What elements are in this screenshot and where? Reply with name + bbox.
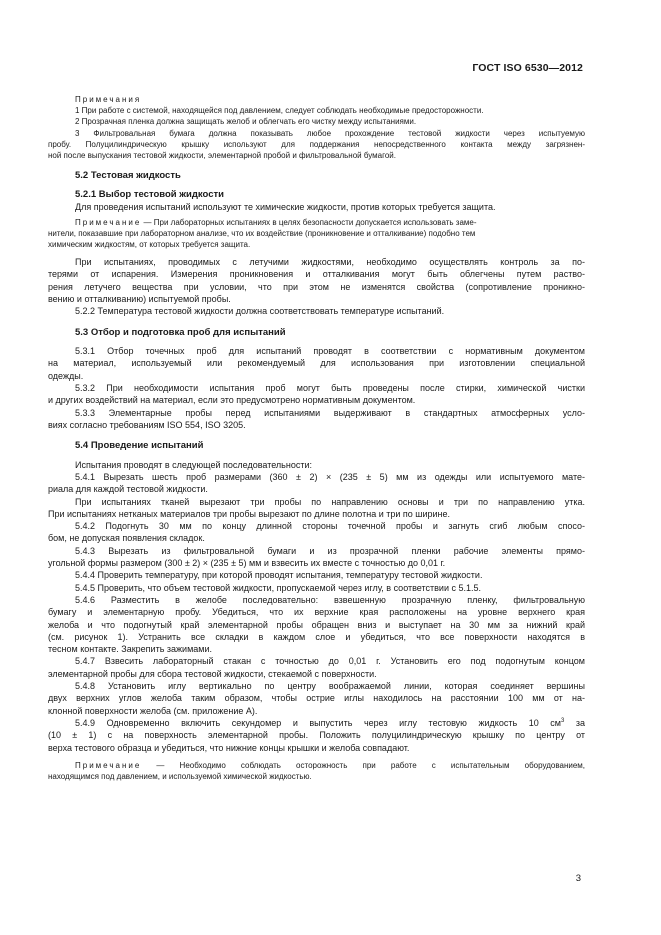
paragraph-line: (см. рисунок 1). Устранить все складки в каждом слое и убедиться, что все поверхности находятся в (48, 631, 585, 642)
section-heading: 5.3 Отбор и подготовка проб для испытаний (75, 326, 286, 338)
paragraph-line: 5.2.2 Температура тестовой жидкости должна соответствовать температуре испытаний. (75, 306, 445, 317)
note-line: нители, показавшие при лабораторном анализе, что их воздействие (проникновение и отталкивание) подобно тем (48, 228, 476, 238)
document-code: ГОСТ ISO 6530—2012 (472, 62, 583, 74)
section-heading: 5.4 Проведение испытаний (75, 440, 204, 452)
paragraph-line: 5.4.5 Проверить, что объем тестовой жидкости, пропускаемой через иглу, в соответствии с 5.1.5. (75, 582, 482, 593)
note-label: Примечание (75, 760, 142, 770)
paragraph-line: 5.4.4 Проверить температуру, при которой проводят испытания, температуру тестовой жидкости. (75, 570, 483, 581)
page-content (48, 94, 585, 782)
paragraph-line: 5.4.6 Разместить в желобе последовательно: взвешенную прозрачную пленку, фильтровальную (75, 594, 585, 605)
paragraph-line: 5.4.1 Вырезать шесть проб размерами (360 ± 2) × (235 ± 5) мм из одежды или испытуемого мате- (75, 471, 585, 482)
note-line: 1 При работе с системой, находящейся под давлением, следует соблюдать необходимые предосторожности. (75, 106, 484, 116)
note-line: находящимся под давлением, и используемой химической жидкостью. (48, 772, 312, 782)
paragraph-line: 5.4.7 Взвесить лабораторный стакан с точностью до 0,01 г. Установить его под подогнутым концом (75, 656, 585, 667)
paragraph-line: верха тестового образца и убедиться, что нижние концы крышки и желоба совпадают. (48, 742, 410, 753)
paragraph-line: 5.4.2 Подогнуть 30 мм по концу длинной стороны точечной пробы и загнуть сгиб любым спосо- (75, 521, 585, 532)
paragraph-line: При испытаниях, проводимых с летучими жидкостями, необходимо осуществлять контроль за по- (75, 257, 585, 268)
notes-label: Примечания (75, 95, 142, 104)
paragraph-line: 5.4.9 Одновременно включить секундомер и выпустить через иглу тестовую жидкость 10 $см^3$ за (75, 717, 585, 728)
paragraph-line: угольной формы размером (300 ± 2) × (235 ± 5) мм и взвесить их вместе с точностью до 0,01 г. (48, 558, 446, 569)
note-line: 3 Фильтровальная бумага должна показывать любое прохождение тестовой жидкости через испытуемую (75, 128, 585, 138)
paragraph-line: виях согласно требованиям ISO 554, ISO 3205. (48, 419, 246, 430)
paragraph-line: 5.3.1 Отбор точечных проб для испытаний проводят в соответствии с нормативным документом (75, 346, 585, 357)
paragraph-line: желоба и что подогнутый край элементарной пробы обращен вниз и выступает на 30 мм за нижний край (48, 619, 585, 630)
paragraph-line: бом, не допуская появления складок. (48, 533, 205, 544)
paragraph-line: 5.4.8 Установить иглу вертикально по центру воображаемой линии, которая соединяет вершины (75, 681, 585, 692)
paragraph-line: элементарной пробы для сбора тестовой жидкости, стекаемой с поверхности. (48, 668, 377, 679)
note-line: Примечание — При лабораторных испытаниях в целях безопасности допускается использовать заме- (75, 217, 477, 227)
note-line: Примечание — Необходимо соблюдать осторожность при работе с испытательным оборудованием, (75, 760, 585, 770)
paragraph-line: терями от испарения. Измерения проникновения и отталкивания могут быть облегчены путем раство- (48, 269, 585, 280)
paragraph-line: При испытаниях тканей вырезают три пробы по направлению основы и три по направлению утка. (75, 496, 585, 507)
paragraph-line: на материал, используемый или рекомендуемый для использования при изготовлении специальной (48, 358, 585, 369)
section-heading: 5.2 Тестовая жидкость (75, 170, 181, 182)
paragraph-line: Испытания проводят в следующей последовательности: (75, 459, 312, 470)
paragraph-line: рения летучего вещества при условии, что при этом не изменятся свойства (сопротивление проникно- (48, 281, 585, 292)
paragraph-line: вению и отталкиванию) испытуемой пробы. (48, 294, 231, 305)
paragraph-line: 5.3.3 Элементарные пробы перед испытаниями выдерживают в стандартных атмосферных усло- (75, 407, 585, 418)
paragraph-line: одежды. (48, 370, 84, 381)
note-label: Примечание (75, 217, 142, 227)
paragraph-line: тесном контакте. Закрепить зажимами. (48, 644, 212, 655)
paragraph-line: 5.4.3 Вырезать из фильтровальной бумаги и из прозрачной пленки рабочие элементы прямо- (75, 545, 585, 556)
note-line: химическим жидкостям, от которых требуется защита. (48, 239, 251, 249)
paragraph-line: 5.3.2 При необходимости испытания проб могут быть проведены после стирки, химической чистки (75, 383, 585, 393)
paragraph-line: (10 ± 1) с на поверхность элементарной пробы. Положить полуцилиндрическую крышку по центру от (48, 730, 585, 741)
paragraph-line: и других воздействий на материал, если это предусмотрено нормативным документом. (48, 395, 416, 406)
paragraph-line: клонной поверхности желоба (см. приложение А). (48, 705, 258, 716)
page-number: 3 (575, 873, 581, 884)
note-line: 2 Прозрачная пленка должна защищать желоб и облегчать его чистку между испытаниями. (75, 117, 417, 127)
paragraph-line: Для проведения испытаний используют те химические жидкости, против которых требуется защита. (75, 202, 496, 213)
note-line: ной после выпускания тестовой жидкости, элементарной пробой и фильтровальной бумагой. (48, 151, 396, 161)
paragraph-line: бумагу и элементарную пробу. Убедиться, что их верхние края расположены на уровне верхнего края (48, 607, 585, 618)
section-heading: 5.2.1 Выбор тестовой жидкости (75, 188, 224, 200)
paragraph-line: риала для каждой тестовой жидкости. (48, 484, 208, 495)
paragraph-line: При испытаниях нетканых материалов три пробы вырезают по длине полотна и три по ширине. (48, 508, 451, 519)
paragraph-line: двух верхних углов желоба таким образом, чтобы острие иглы находилось на расстоянии 100 мм от на- (48, 693, 585, 704)
note-line: пробу. Полуцилиндрическую крышку используют для поддержания непосредственного контакта между загрязнен- (48, 139, 585, 149)
